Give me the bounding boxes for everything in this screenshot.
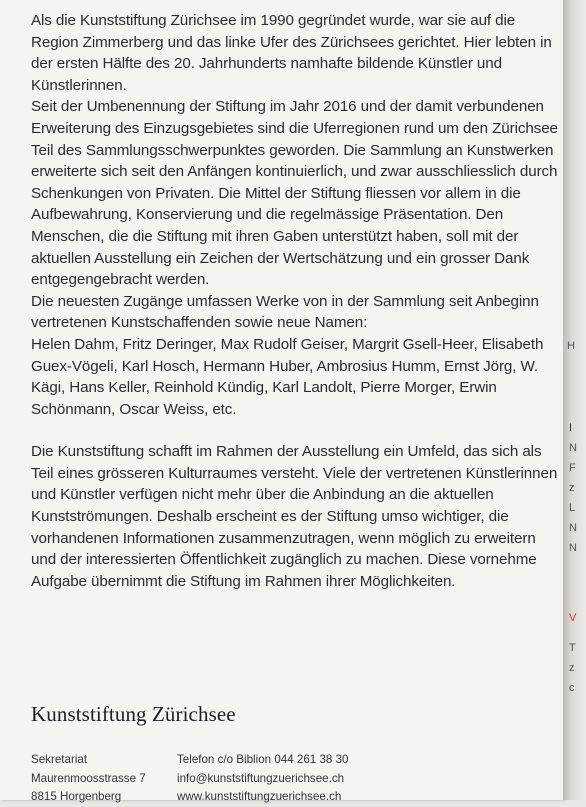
edge-mark: T — [569, 642, 576, 654]
address-line: Sekretariat — [31, 753, 88, 766]
contact-block — [177, 751, 348, 807]
edge-mark: c — [569, 682, 575, 694]
email-line: info@kunststiftungzuerichsee.ch — [177, 771, 345, 785]
edge-mark: N — [569, 542, 577, 554]
adjacent-page-edge — [563, 0, 586, 800]
edge-mark: V — [569, 612, 577, 624]
edge-mark: H — [567, 340, 575, 352]
edge-mark: z — [569, 482, 575, 494]
paragraph-intro: Als die Kunststiftung Zürichsee im 1990 gegründet wurde, war sie auf die Region Zimmerberg und das linke Ufer des Zürichsees gerichtet. Hier lebten in der ersten Hälfte des 20. Jahrhunderts namhafte bildende Künstler und Künstlerinnen. — [31, 12, 552, 94]
organization-name: Kunststiftung Zürichsee — [31, 702, 236, 726]
edge-mark: N — [569, 442, 577, 454]
edge-mark: L — [569, 502, 576, 514]
edge-mark: F — [569, 462, 576, 474]
address-line: Maurenmoosstrasse 7 — [31, 771, 146, 785]
paragraph-gap — [31, 420, 561, 441]
paragraph-artist-names: Helen Dahm, Fritz Deringer, Max Rudolf Geiser, Margrit Gsell-Heer, Elisabeth Guex-Vögeli, Karl Hosch, Hermann Huber, Ambrosius Humm, Ernst Jörg, W. Kägi, Hans Keller, Reinhold Kündig, Karl Landolt, Pierre Morger, Erwin Schönmann, Oscar Weiss, etc. — [31, 335, 544, 418]
paragraph-acquisitions: Die neuesten Zugänge umfassen Werke von in der Sammlung seit Anbeginn vertretenen Kunstschaffenden sowie neue Namen: — [31, 292, 539, 332]
edge-mark: N — [569, 522, 577, 534]
paragraph-collection: Seit der Umbenennung der Stiftung im Jahr 2016 und der damit verbundenen Erweiterung des Einzugsgebietes sind die Uferregionen rund um den Zürichsee Teil des Sammlungsschwerpunktes geworden. Die Sammlung an Kunstwerken erweiterte sich seit den Anfängen kontinuierlich, und zwar ausschliesslich durch Schenkungen von Privaten. Die Mittel der Stiftung fliessen vor allem in die Aufbewahrung, Konservierung und die regelmässige Präsentation. Den Menschen, die die Stiftung mit ihren Gaben unterstützt haben, soll mit der aktuellen Ausstellung ein Zeichen der Wertschätzung und ein grosser Dank entgegengebracht werden. — [31, 98, 558, 289]
address-line: 8815 Horgenberg — [31, 790, 122, 804]
paragraph-cultural-space: Die Kunststiftung schafft im Rahmen der Ausstellung ein Umfeld, das sich als Teil eines grösseren Kulturraumes versteht. Viele der vertretenen Künstlerinnen und Künstler verfügen nicht mehr über die Anbindung an die aktuellen Kunstströmungen. Deshalb erscheint es der Stiftung umso wichtiger, die vorhandenen Informationen zusammenzutragen, wenn möglich zu erweitern und der interessierten Öffentlichkeit zugänglich zu machen. Diese vornehme Aufgabe übernimmt die Stiftung im Rahmen ihrer Möglichkeiten. — [31, 443, 558, 590]
edge-mark: I — [569, 422, 573, 434]
website-line: www.kunststiftungzuerichsee.ch — [177, 790, 342, 804]
body-text — [31, 10, 561, 592]
address-block — [31, 751, 146, 807]
edge-mark: z — [569, 662, 575, 674]
phone-line: Telefon c/o Biblion 044 261 38 30 — [177, 753, 349, 766]
